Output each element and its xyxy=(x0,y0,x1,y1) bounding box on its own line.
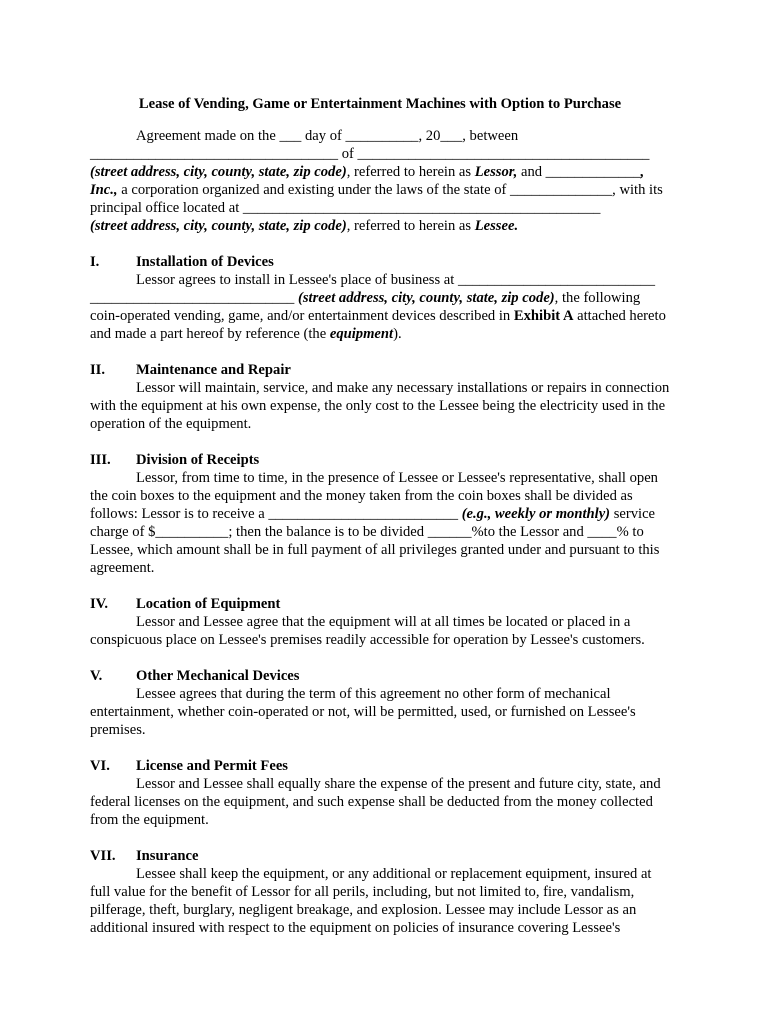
exhibit-reference: Exhibit A xyxy=(513,308,574,324)
section-heading xyxy=(90,451,670,469)
intro-text-6: , referred to herein as xyxy=(346,218,475,234)
section-body: Lessor and Lessee shall equally share the expense of the present and future city, state, and federal licenses on the equipment, and such expense shall be deducted from the money collected from the equipment. xyxy=(90,776,661,828)
section-text: Lessor, from time to time, in the presence of Lessee or Lessee's representative, shall open the coin boxes to the equipment and the money taken from the coin boxes shall be divided as follows: Lessor is to receive a __________________________ xyxy=(90,470,658,522)
section-body: Lessee agrees that during the term of this agreement no other form of mechanical entertainment, whether coin-operated or not, will be permitted, used, or furnished on Lessee's premises. xyxy=(90,686,636,738)
lessee-address-hint: (street address, city, county, state, zip code) xyxy=(90,218,347,234)
document-title: Lease of Vending, Game or Entertainment Machines with Option to Purchase xyxy=(138,96,622,112)
section-receipts xyxy=(90,451,670,577)
intro-text-1: Agreement made on the ___ day of __________, 20___, between xyxy=(136,128,519,144)
intro-text-2: __________________________________ of ________________________________________ xyxy=(90,146,650,162)
section-title: Location of Equipment xyxy=(136,596,281,612)
section-text: Lessor agrees to install in Lessee's place of business at ___________________________ ____________________________ xyxy=(90,272,655,306)
equipment-term: equipment xyxy=(329,326,394,342)
section-number: II. xyxy=(90,362,106,378)
section-text: attached hereto and made a part hereof by reference (the xyxy=(90,308,666,342)
section-number: III. xyxy=(90,452,111,468)
intro-text-5: a corporation organized and existing under the laws of the state of ______________, with its principal office located at _________________________________________________ xyxy=(90,182,663,216)
section-maintenance xyxy=(90,361,670,433)
document-page xyxy=(90,95,670,937)
section-insurance xyxy=(90,847,670,937)
section-installation xyxy=(90,253,670,343)
lessor-term: Lessor, xyxy=(474,164,518,180)
section-text: service charge of $__________; then the balance is to be divided ______%to the Lessor and ____% to Lessee, which amount shall be in full payment of all privileges granted under and pursuant to this agreement. xyxy=(90,506,660,576)
section-body xyxy=(90,469,670,577)
intro-text-4: and _____________ xyxy=(517,164,641,180)
section-heading xyxy=(90,361,670,379)
section-title: License and Permit Fees xyxy=(136,758,288,774)
lessor-address-hint: (street address, city, county, state, zip code) xyxy=(90,164,347,180)
section-title: Other Mechanical Devices xyxy=(136,668,300,684)
lessee-term: Lessee. xyxy=(474,218,519,234)
section-heading xyxy=(90,847,670,865)
section-text: , the following coin-operated vending, game, and/or entertainment devices described in xyxy=(90,290,641,324)
section-number: I. xyxy=(90,254,100,270)
section-body xyxy=(90,271,670,343)
period-hint: (e.g., weekly or monthly) xyxy=(461,506,611,522)
intro-text-3: , referred to herein as xyxy=(346,164,475,180)
section-license-fees xyxy=(90,757,670,829)
section-title: Insurance xyxy=(136,848,199,864)
section-heading xyxy=(90,595,670,613)
premises-address-hint: (street address, city, county, state, zip code) xyxy=(297,290,555,306)
intro-paragraph xyxy=(90,127,670,235)
section-text: ). xyxy=(393,326,402,342)
section-title: Installation of Devices xyxy=(136,254,274,270)
section-title: Maintenance and Repair xyxy=(136,362,291,378)
section-number: V. xyxy=(90,668,103,684)
inc-term: , Inc., xyxy=(90,164,645,198)
section-heading xyxy=(90,667,670,685)
section-location xyxy=(90,595,670,649)
section-body: Lessor and Lessee agree that the equipment will at all times be located or placed in a conspicuous place on Lessee's premises readily accessible for operation by Lessee's customers. xyxy=(90,614,645,648)
section-body: Lessee shall keep the equipment, or any additional or replacement equipment, insured at full value for the benefit of Lessor for all perils, including, but not limited to, fire, vandalism, pilferage, theft, burglary, negligent breakage, and explosion. Lessee may include Lessor as an additional insured with respect to the equipment on policies of insurance covering Lessee's xyxy=(90,866,652,936)
section-body: Lessor will maintain, service, and make any necessary installations or repairs in connection with the equipment at his own expense, the only cost to the Lessee being the electricity used in the operation of the equipment. xyxy=(90,380,670,432)
section-number: IV. xyxy=(90,596,108,612)
section-other-devices xyxy=(90,667,670,739)
section-number: VI. xyxy=(90,758,110,774)
section-heading xyxy=(90,253,670,271)
section-title: Division of Receipts xyxy=(136,452,260,468)
section-number: VII. xyxy=(90,848,116,864)
section-heading xyxy=(90,757,670,775)
